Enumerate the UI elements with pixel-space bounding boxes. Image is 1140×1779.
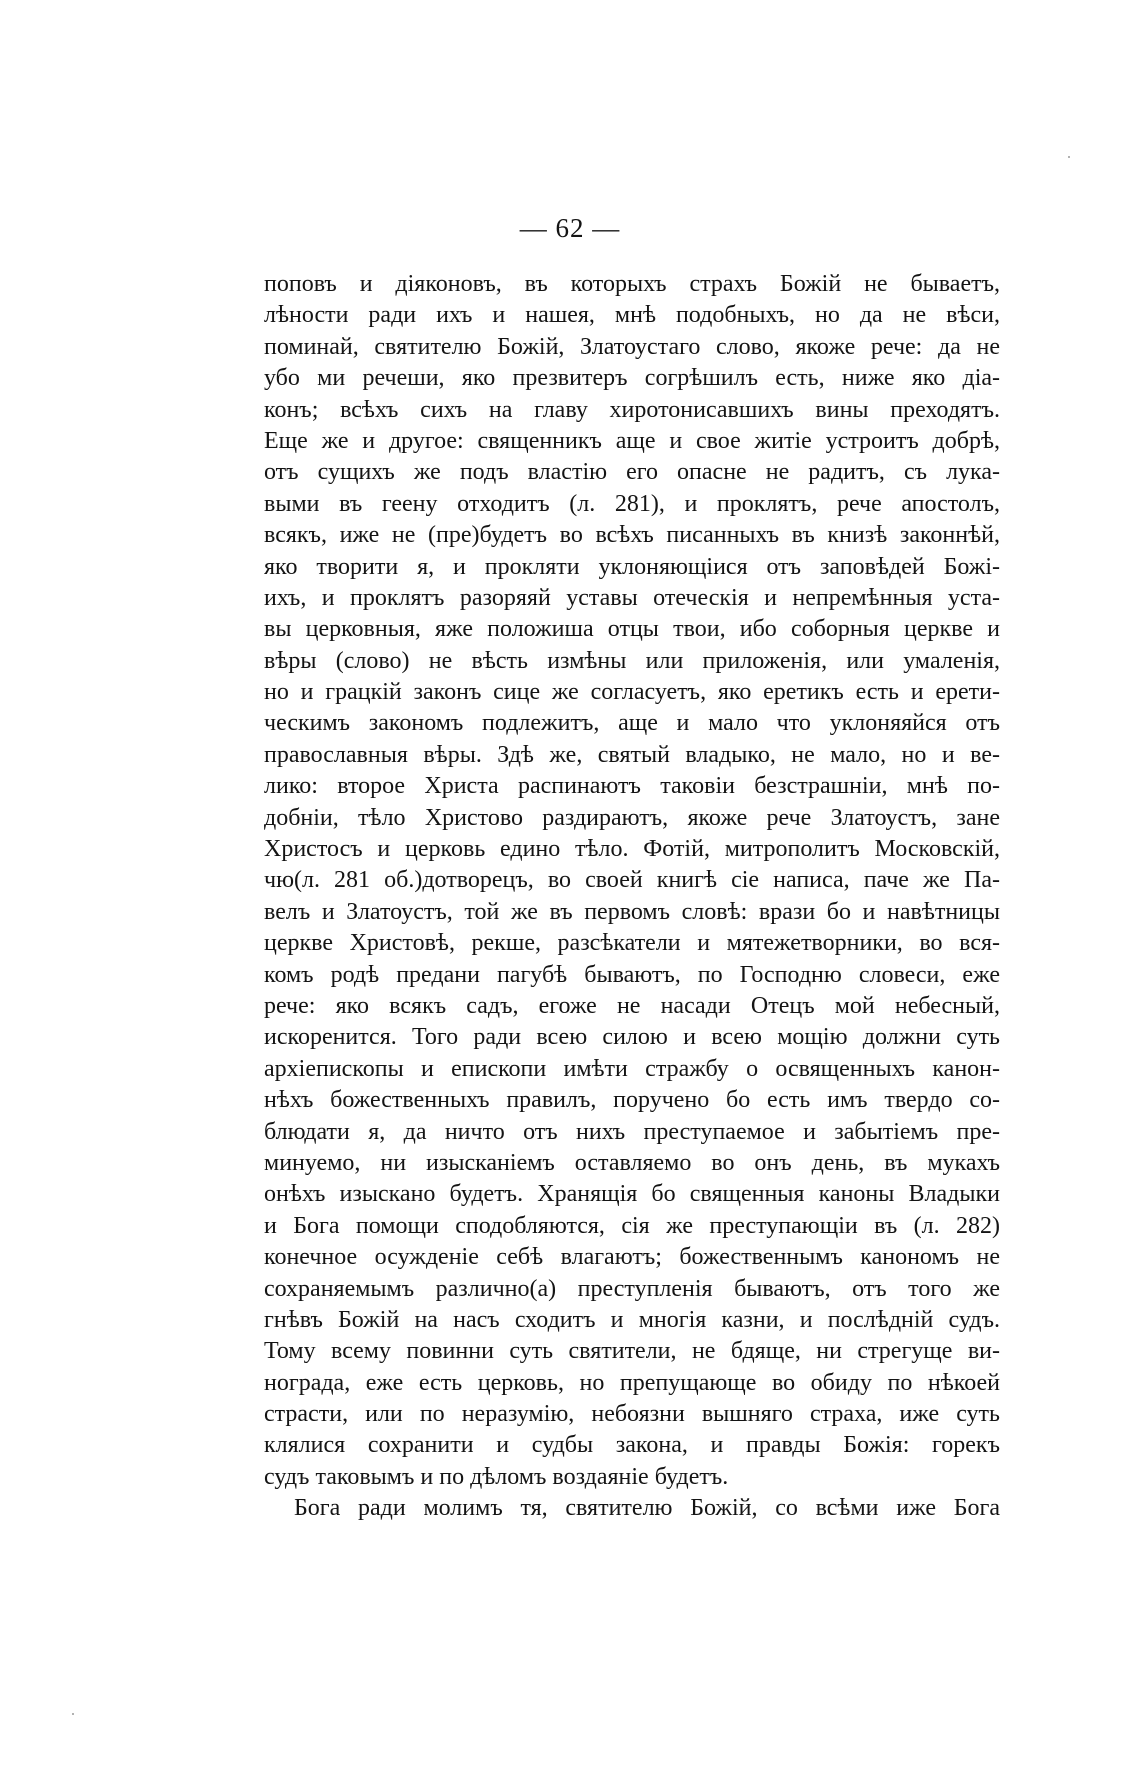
- text-line: сохраняемымъ различно(а) преступленія бываютъ, отъ того же: [264, 1275, 1000, 1302]
- text-line: церкве Христовѣ, рекше, разсѣкатели и мятежетворники, во вся-: [264, 930, 1000, 957]
- text-line: судъ таковымъ и по дѣломъ воздаяніе будетъ.: [264, 1463, 729, 1490]
- text-line: лико: второе Христа распинаютъ таковіи безстрашніи, мнѣ по-: [264, 773, 1000, 800]
- text-line: поминай, святителю Божій, Златоустаго слово, якоже рече: да не: [264, 333, 1000, 360]
- text-line: рече: яко всякъ садъ, егоже не насади Отецъ мой небесный,: [264, 992, 1000, 1019]
- text-line: яко творити я, и прокляти уклоняющіися отъ заповѣдей Божі-: [264, 553, 1000, 580]
- text-line: чю(л. 281 об.)дотворецъ, во своей книгѣ сіе написа, паче же Па-: [264, 867, 1000, 894]
- text-line: гнѣвъ Божій на насъ сходитъ и многія казни, и послѣдній судъ.: [264, 1306, 1000, 1333]
- text-line: убо ми речеши, яко презвитеръ согрѣшилъ есть, ниже яко діа-: [264, 365, 1000, 392]
- page-number: — 62 —: [519, 213, 621, 243]
- text-line: выми въ геену отходитъ (л. 281), и проклятъ, рече апостолъ,: [264, 490, 1000, 517]
- text-line: Еще же и другое: священникъ аще и свое житіе устроитъ добрѣ,: [264, 427, 1000, 454]
- text-line: отъ сущихъ же подъ властію его опасне не радитъ, съ лука-: [264, 459, 1000, 486]
- text-line: вы церковныя, яже положиша отцы твои, ибо соборныя церкве и: [264, 616, 1000, 643]
- text-line: блюдати я, да ничто отъ нихъ преступаемое и забытіемъ пре-: [264, 1118, 1000, 1145]
- text-line: ческимъ закономъ подлежитъ, аще и мало что уклоняяйся отъ: [264, 710, 1000, 737]
- paragraph-1: [264, 269, 1000, 1493]
- text-line: велъ и Златоустъ, той же въ первомъ словѣ: врази бо и навѣтницы: [264, 898, 1000, 925]
- paragraph-2: [264, 1493, 1000, 1524]
- text-line: архіепископы и епископи имѣти стражбу о освященныхъ канон-: [264, 1055, 1000, 1082]
- text-line: всякъ, иже не (пре)будетъ во всѣхъ писанныхъ въ книзѣ законнѣй,: [264, 522, 1000, 549]
- text-line: страсти, или по неразумію, небоязни вышняго страха, иже суть: [264, 1401, 1000, 1428]
- text-line: и Бога помощи сподобляются, сія же преступающіи въ (л. 282): [264, 1212, 1000, 1239]
- text-line: Тому всему повинни суть святители, не бдяще, ни стрегуще ви-: [264, 1338, 1000, 1365]
- text-line: вѣры (слово) не вѣсть измѣны или приложенія, или умаленія,: [264, 647, 1000, 674]
- text-line: Бога ради молимъ тя, святителю Божій, со всѣми иже Бога: [294, 1495, 1000, 1522]
- text-line: онѣхъ изыскано будетъ. Хранящія бо священныя каноны Владыки: [264, 1181, 1000, 1208]
- text-line: минуемо, ни изысканіемъ оставляемо во онъ день, въ мукахъ: [264, 1149, 1000, 1176]
- text-line: искоренится. Того ради всею силою и всею мощію должни суть: [264, 1024, 1000, 1051]
- text-line: Христосъ и церковь едино тѣло. Фотій, митрополитъ Московскій,: [264, 836, 1000, 863]
- text-line: добніи, тѣло Христово раздираютъ, якоже рече Златоустъ, зане: [264, 804, 1000, 831]
- text-line: комъ родѣ предани пагубѣ бываютъ, по Господню словеси, еже: [264, 961, 1000, 988]
- text-line: конечное осужденіе себѣ влагаютъ; божественнымъ канономъ не: [264, 1244, 1000, 1271]
- scan-speck: [1068, 156, 1070, 158]
- text-line: лѣности ради ихъ и нашея, мнѣ подобныхъ, но да не вѣси,: [264, 302, 1000, 329]
- scan-speck: [72, 1713, 74, 1715]
- text-line: конъ; всѣхъ сихъ на главу хиротонисавшихъ вины преходятъ.: [264, 396, 1000, 423]
- text-line: нограда, еже есть церковь, но препущающе во обиду по нѣкоей: [264, 1369, 1000, 1396]
- text-line: клялися сохранити и судбы закона, и правды Божія: горекъ: [264, 1432, 1000, 1459]
- text-line: нѣхъ божественныхъ правилъ, поручено бо есть имъ твердо со-: [264, 1087, 1000, 1114]
- text-line: поповъ и діяконовъ, въ которыхъ страхъ Божій не бываетъ,: [264, 271, 1000, 297]
- text-line: но и грацкій законъ сице же согласуетъ, яко еретикъ есть и ерети-: [264, 679, 1000, 706]
- text-line: православныя вѣры. Здѣ же, святый владыко, не мало, но и ве-: [264, 741, 1000, 768]
- body-text: [264, 269, 1000, 1525]
- text-line: ихъ, и проклятъ разоряяй уставы отеческія и непремѣнныя уста-: [264, 584, 1000, 611]
